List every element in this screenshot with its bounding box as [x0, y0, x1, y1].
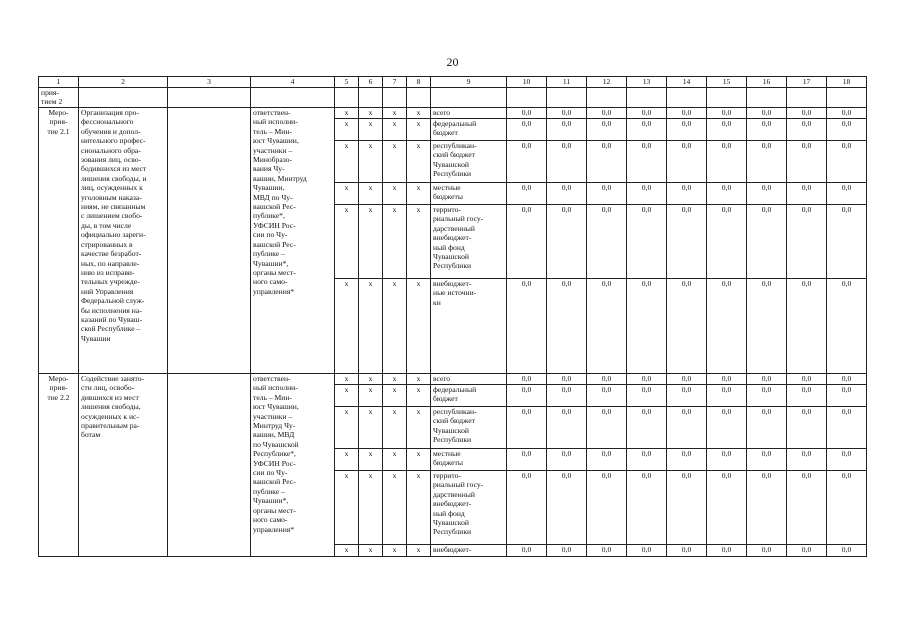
empty-cell	[407, 88, 431, 108]
column-number-header: 4	[251, 77, 335, 88]
code-cell-8: x	[407, 141, 431, 183]
value-cell: 0,0	[587, 385, 627, 407]
funding-source: внебюджет-	[431, 545, 507, 557]
value-cell: 0,0	[827, 279, 867, 374]
code-cell-6: x	[359, 545, 383, 557]
code-cell-5: x	[335, 374, 359, 385]
value-cell: 0,0	[787, 449, 827, 471]
value-cell: 0,0	[747, 205, 787, 279]
code-cell-6: x	[359, 183, 383, 205]
code-cell-8: x	[407, 471, 431, 545]
empty-cell	[79, 88, 168, 108]
code-cell-8: x	[407, 205, 431, 279]
code-cell-5: x	[335, 545, 359, 557]
value-cell: 0,0	[507, 385, 547, 407]
code-cell-8: x	[407, 407, 431, 449]
code-cell-8: x	[407, 279, 431, 374]
value-cell: 0,0	[827, 449, 867, 471]
code-cell-7: x	[383, 205, 407, 279]
empty-cell	[827, 88, 867, 108]
column-number-header: 13	[627, 77, 667, 88]
value-cell: 0,0	[627, 374, 667, 385]
code-cell-6: x	[359, 374, 383, 385]
value-cell: 0,0	[587, 119, 627, 141]
empty-cell	[251, 88, 335, 108]
value-cell: 0,0	[547, 545, 587, 557]
value-cell: 0,0	[827, 545, 867, 557]
value-cell: 0,0	[707, 374, 747, 385]
value-cell: 0,0	[547, 279, 587, 374]
empty-cell	[383, 88, 407, 108]
value-cell: 0,0	[667, 545, 707, 557]
value-cell: 0,0	[587, 141, 627, 183]
value-cell: 0,0	[627, 471, 667, 545]
value-cell: 0,0	[587, 545, 627, 557]
value-cell: 0,0	[787, 108, 827, 119]
code-cell-7: x	[383, 374, 407, 385]
funding-source: местные бюджеты	[431, 449, 507, 471]
empty-cell	[627, 88, 667, 108]
empty-cell	[587, 88, 627, 108]
empty-cell	[335, 88, 359, 108]
empty-cell	[747, 88, 787, 108]
value-cell: 0,0	[587, 183, 627, 205]
code-cell-6: x	[359, 407, 383, 449]
value-cell: 0,0	[627, 385, 667, 407]
code-cell-6: x	[359, 449, 383, 471]
event-col3	[168, 374, 251, 557]
value-cell: 0,0	[667, 407, 707, 449]
value-cell: 0,0	[627, 183, 667, 205]
column-number-header: 15	[707, 77, 747, 88]
carryover-label: прия- тием 2	[39, 88, 79, 108]
code-cell-6: x	[359, 108, 383, 119]
empty-cell	[168, 88, 251, 108]
code-cell-8: x	[407, 449, 431, 471]
column-number-header: 7	[383, 77, 407, 88]
value-cell: 0,0	[747, 119, 787, 141]
code-cell-5: x	[335, 449, 359, 471]
budget-table	[38, 76, 867, 557]
event-code: Меро- прия- тие 2.2	[39, 374, 79, 557]
value-cell: 0,0	[507, 279, 547, 374]
value-cell: 0,0	[507, 183, 547, 205]
value-cell: 0,0	[827, 385, 867, 407]
page-number: 20	[446, 55, 459, 69]
column-number-header: 2	[79, 77, 168, 88]
value-cell: 0,0	[747, 385, 787, 407]
value-cell: 0,0	[507, 374, 547, 385]
value-cell: 0,0	[827, 374, 867, 385]
value-cell: 0,0	[707, 119, 747, 141]
code-cell-5: x	[335, 407, 359, 449]
column-number-header: 9	[431, 77, 507, 88]
value-cell: 0,0	[547, 205, 587, 279]
empty-cell	[707, 88, 747, 108]
value-cell: 0,0	[667, 108, 707, 119]
value-cell: 0,0	[747, 141, 787, 183]
value-cell: 0,0	[627, 545, 667, 557]
value-cell: 0,0	[747, 407, 787, 449]
value-cell: 0,0	[707, 545, 747, 557]
funding-source: федеральный бюджет	[431, 385, 507, 407]
value-cell: 0,0	[547, 119, 587, 141]
value-cell: 0,0	[707, 407, 747, 449]
value-cell: 0,0	[787, 471, 827, 545]
value-cell: 0,0	[787, 545, 827, 557]
code-cell-5: x	[335, 119, 359, 141]
funding-source: республикан- ский бюджет Чувашской Республики	[431, 141, 507, 183]
value-cell: 0,0	[827, 183, 867, 205]
code-cell-6: x	[359, 385, 383, 407]
empty-cell	[667, 88, 707, 108]
value-cell: 0,0	[507, 449, 547, 471]
value-cell: 0,0	[747, 374, 787, 385]
value-cell: 0,0	[667, 119, 707, 141]
column-number-header: 16	[747, 77, 787, 88]
code-cell-5: x	[335, 385, 359, 407]
value-cell: 0,0	[747, 183, 787, 205]
event-name: Организация про- фессионального обучения и допол- нительного профес- сионального обра- зования лиц, осво- бодившихся из мест лишения свободы, и лиц, осужденных к уголовным наказа- ниям, не связанным с лишением свобо- ды, в том числе официально зареги- стрированных в качестве безработ- ных, по направле- нию из исправи- тельных учрежде- ний Управления Федеральной служ- бы исполнения на- казаний по Чуваш- ской Республике – Чувашии	[79, 108, 168, 374]
value-cell: 0,0	[747, 545, 787, 557]
value-cell: 0,0	[507, 545, 547, 557]
code-cell-5: x	[335, 471, 359, 545]
value-cell: 0,0	[627, 108, 667, 119]
code-cell-7: x	[383, 141, 407, 183]
code-cell-8: x	[407, 119, 431, 141]
value-cell: 0,0	[707, 385, 747, 407]
column-number-header: 6	[359, 77, 383, 88]
value-cell: 0,0	[507, 108, 547, 119]
empty-cell	[431, 88, 507, 108]
value-cell: 0,0	[667, 141, 707, 183]
code-cell-7: x	[383, 449, 407, 471]
value-cell: 0,0	[747, 471, 787, 545]
value-cell: 0,0	[787, 407, 827, 449]
column-number-header: 11	[547, 77, 587, 88]
value-cell: 0,0	[587, 279, 627, 374]
value-cell: 0,0	[707, 279, 747, 374]
column-number-header: 17	[787, 77, 827, 88]
value-cell: 0,0	[627, 449, 667, 471]
column-number-header: 18	[827, 77, 867, 88]
code-cell-7: x	[383, 183, 407, 205]
value-cell: 0,0	[587, 407, 627, 449]
column-number-header: 3	[168, 77, 251, 88]
code-cell-5: x	[335, 108, 359, 119]
value-cell: 0,0	[627, 119, 667, 141]
value-cell: 0,0	[627, 407, 667, 449]
event-code: Меро- прия- тие 2.1	[39, 108, 79, 374]
value-cell: 0,0	[747, 279, 787, 374]
code-cell-6: x	[359, 471, 383, 545]
funding-source: террито- риальный госу- дарственный внебюджет- ный фонд Чувашской Республики	[431, 471, 507, 545]
value-cell: 0,0	[667, 205, 707, 279]
column-number-header: 8	[407, 77, 431, 88]
funding-source: местные бюджеты	[431, 183, 507, 205]
value-cell: 0,0	[547, 449, 587, 471]
funding-source: республикан- ский бюджет Чувашской Республики	[431, 407, 507, 449]
column-number-header: 5	[335, 77, 359, 88]
value-cell: 0,0	[667, 385, 707, 407]
code-cell-8: x	[407, 374, 431, 385]
value-cell: 0,0	[747, 449, 787, 471]
value-cell: 0,0	[547, 141, 587, 183]
event-name: Содействие занято- сти лиц, освобо- дившихся из мест лишения свободы, осужденных к ис- правительным ра- ботам	[79, 374, 168, 557]
value-cell: 0,0	[827, 141, 867, 183]
funding-source: внебюджет- ные источни- ки	[431, 279, 507, 374]
value-cell: 0,0	[667, 183, 707, 205]
value-cell: 0,0	[827, 205, 867, 279]
code-cell-7: x	[383, 279, 407, 374]
value-cell: 0,0	[587, 205, 627, 279]
code-cell-7: x	[383, 471, 407, 545]
event-col3	[168, 108, 251, 374]
table-row	[39, 374, 867, 385]
code-cell-6: x	[359, 205, 383, 279]
value-cell: 0,0	[587, 449, 627, 471]
value-cell: 0,0	[787, 183, 827, 205]
value-cell: 0,0	[587, 108, 627, 119]
value-cell: 0,0	[507, 471, 547, 545]
code-cell-7: x	[383, 385, 407, 407]
column-number-header: 14	[667, 77, 707, 88]
value-cell: 0,0	[707, 205, 747, 279]
empty-cell	[787, 88, 827, 108]
value-cell: 0,0	[547, 374, 587, 385]
code-cell-7: x	[383, 407, 407, 449]
empty-cell	[507, 88, 547, 108]
value-cell: 0,0	[827, 119, 867, 141]
event-responsible: ответствен- ный исполни- тель – Мин- юст Чувашии, участники – Минобразо- вания Чу- вашии, Минтруд Чувашии, МВД по Чу- вашской Рес- публике*, УФСИН Рос- сии по Чу- вашской Рес- публике – Чувашии*, органы мест- ного само- управления*	[251, 108, 335, 374]
code-cell-6: x	[359, 279, 383, 374]
value-cell: 0,0	[547, 407, 587, 449]
code-cell-7: x	[383, 108, 407, 119]
column-number-header: 1	[39, 77, 79, 88]
value-cell: 0,0	[707, 183, 747, 205]
empty-cell	[359, 88, 383, 108]
value-cell: 0,0	[547, 108, 587, 119]
value-cell: 0,0	[627, 205, 667, 279]
column-number-header: 12	[587, 77, 627, 88]
code-cell-8: x	[407, 545, 431, 557]
funding-source: федеральный бюджет	[431, 119, 507, 141]
header-row	[39, 77, 867, 88]
value-cell: 0,0	[787, 119, 827, 141]
code-cell-5: x	[335, 279, 359, 374]
code-cell-8: x	[407, 183, 431, 205]
funding-source: всего	[431, 374, 507, 385]
code-cell-8: x	[407, 385, 431, 407]
carryover-row	[39, 88, 867, 108]
value-cell: 0,0	[667, 279, 707, 374]
value-cell: 0,0	[827, 471, 867, 545]
value-cell: 0,0	[827, 407, 867, 449]
value-cell: 0,0	[787, 205, 827, 279]
value-cell: 0,0	[667, 471, 707, 545]
code-cell-7: x	[383, 545, 407, 557]
code-cell-5: x	[335, 183, 359, 205]
funding-source: террито- риальный госу- дарственный внебюджет- ный фонд Чувашской Республики	[431, 205, 507, 279]
value-cell: 0,0	[507, 407, 547, 449]
value-cell: 0,0	[587, 471, 627, 545]
value-cell: 0,0	[787, 279, 827, 374]
value-cell: 0,0	[507, 205, 547, 279]
value-cell: 0,0	[507, 119, 547, 141]
value-cell: 0,0	[707, 108, 747, 119]
table-row	[39, 108, 867, 119]
value-cell: 0,0	[627, 141, 667, 183]
value-cell: 0,0	[667, 449, 707, 471]
column-number-header: 10	[507, 77, 547, 88]
value-cell: 0,0	[787, 141, 827, 183]
code-cell-7: x	[383, 119, 407, 141]
funding-source: всего	[431, 108, 507, 119]
code-cell-5: x	[335, 141, 359, 183]
code-cell-8: x	[407, 108, 431, 119]
value-cell: 0,0	[667, 374, 707, 385]
empty-cell	[547, 88, 587, 108]
value-cell: 0,0	[707, 141, 747, 183]
code-cell-6: x	[359, 119, 383, 141]
code-cell-5: x	[335, 205, 359, 279]
value-cell: 0,0	[547, 471, 587, 545]
value-cell: 0,0	[547, 385, 587, 407]
value-cell: 0,0	[507, 141, 547, 183]
value-cell: 0,0	[587, 374, 627, 385]
value-cell: 0,0	[707, 449, 747, 471]
value-cell: 0,0	[787, 385, 827, 407]
value-cell: 0,0	[827, 108, 867, 119]
code-cell-6: x	[359, 141, 383, 183]
value-cell: 0,0	[547, 183, 587, 205]
value-cell: 0,0	[707, 471, 747, 545]
value-cell: 0,0	[627, 279, 667, 374]
event-responsible: ответствен- ный исполни- тель – Мин- юст Чувашии, участники – Минтруд Чу- вашии, МВД по Чувашской Республике*, УФСИН Рос- сии по Чу- вашской Рес- публике – Чувашии*, органы мест- ного само- управления*	[251, 374, 335, 557]
value-cell: 0,0	[787, 374, 827, 385]
value-cell: 0,0	[747, 108, 787, 119]
